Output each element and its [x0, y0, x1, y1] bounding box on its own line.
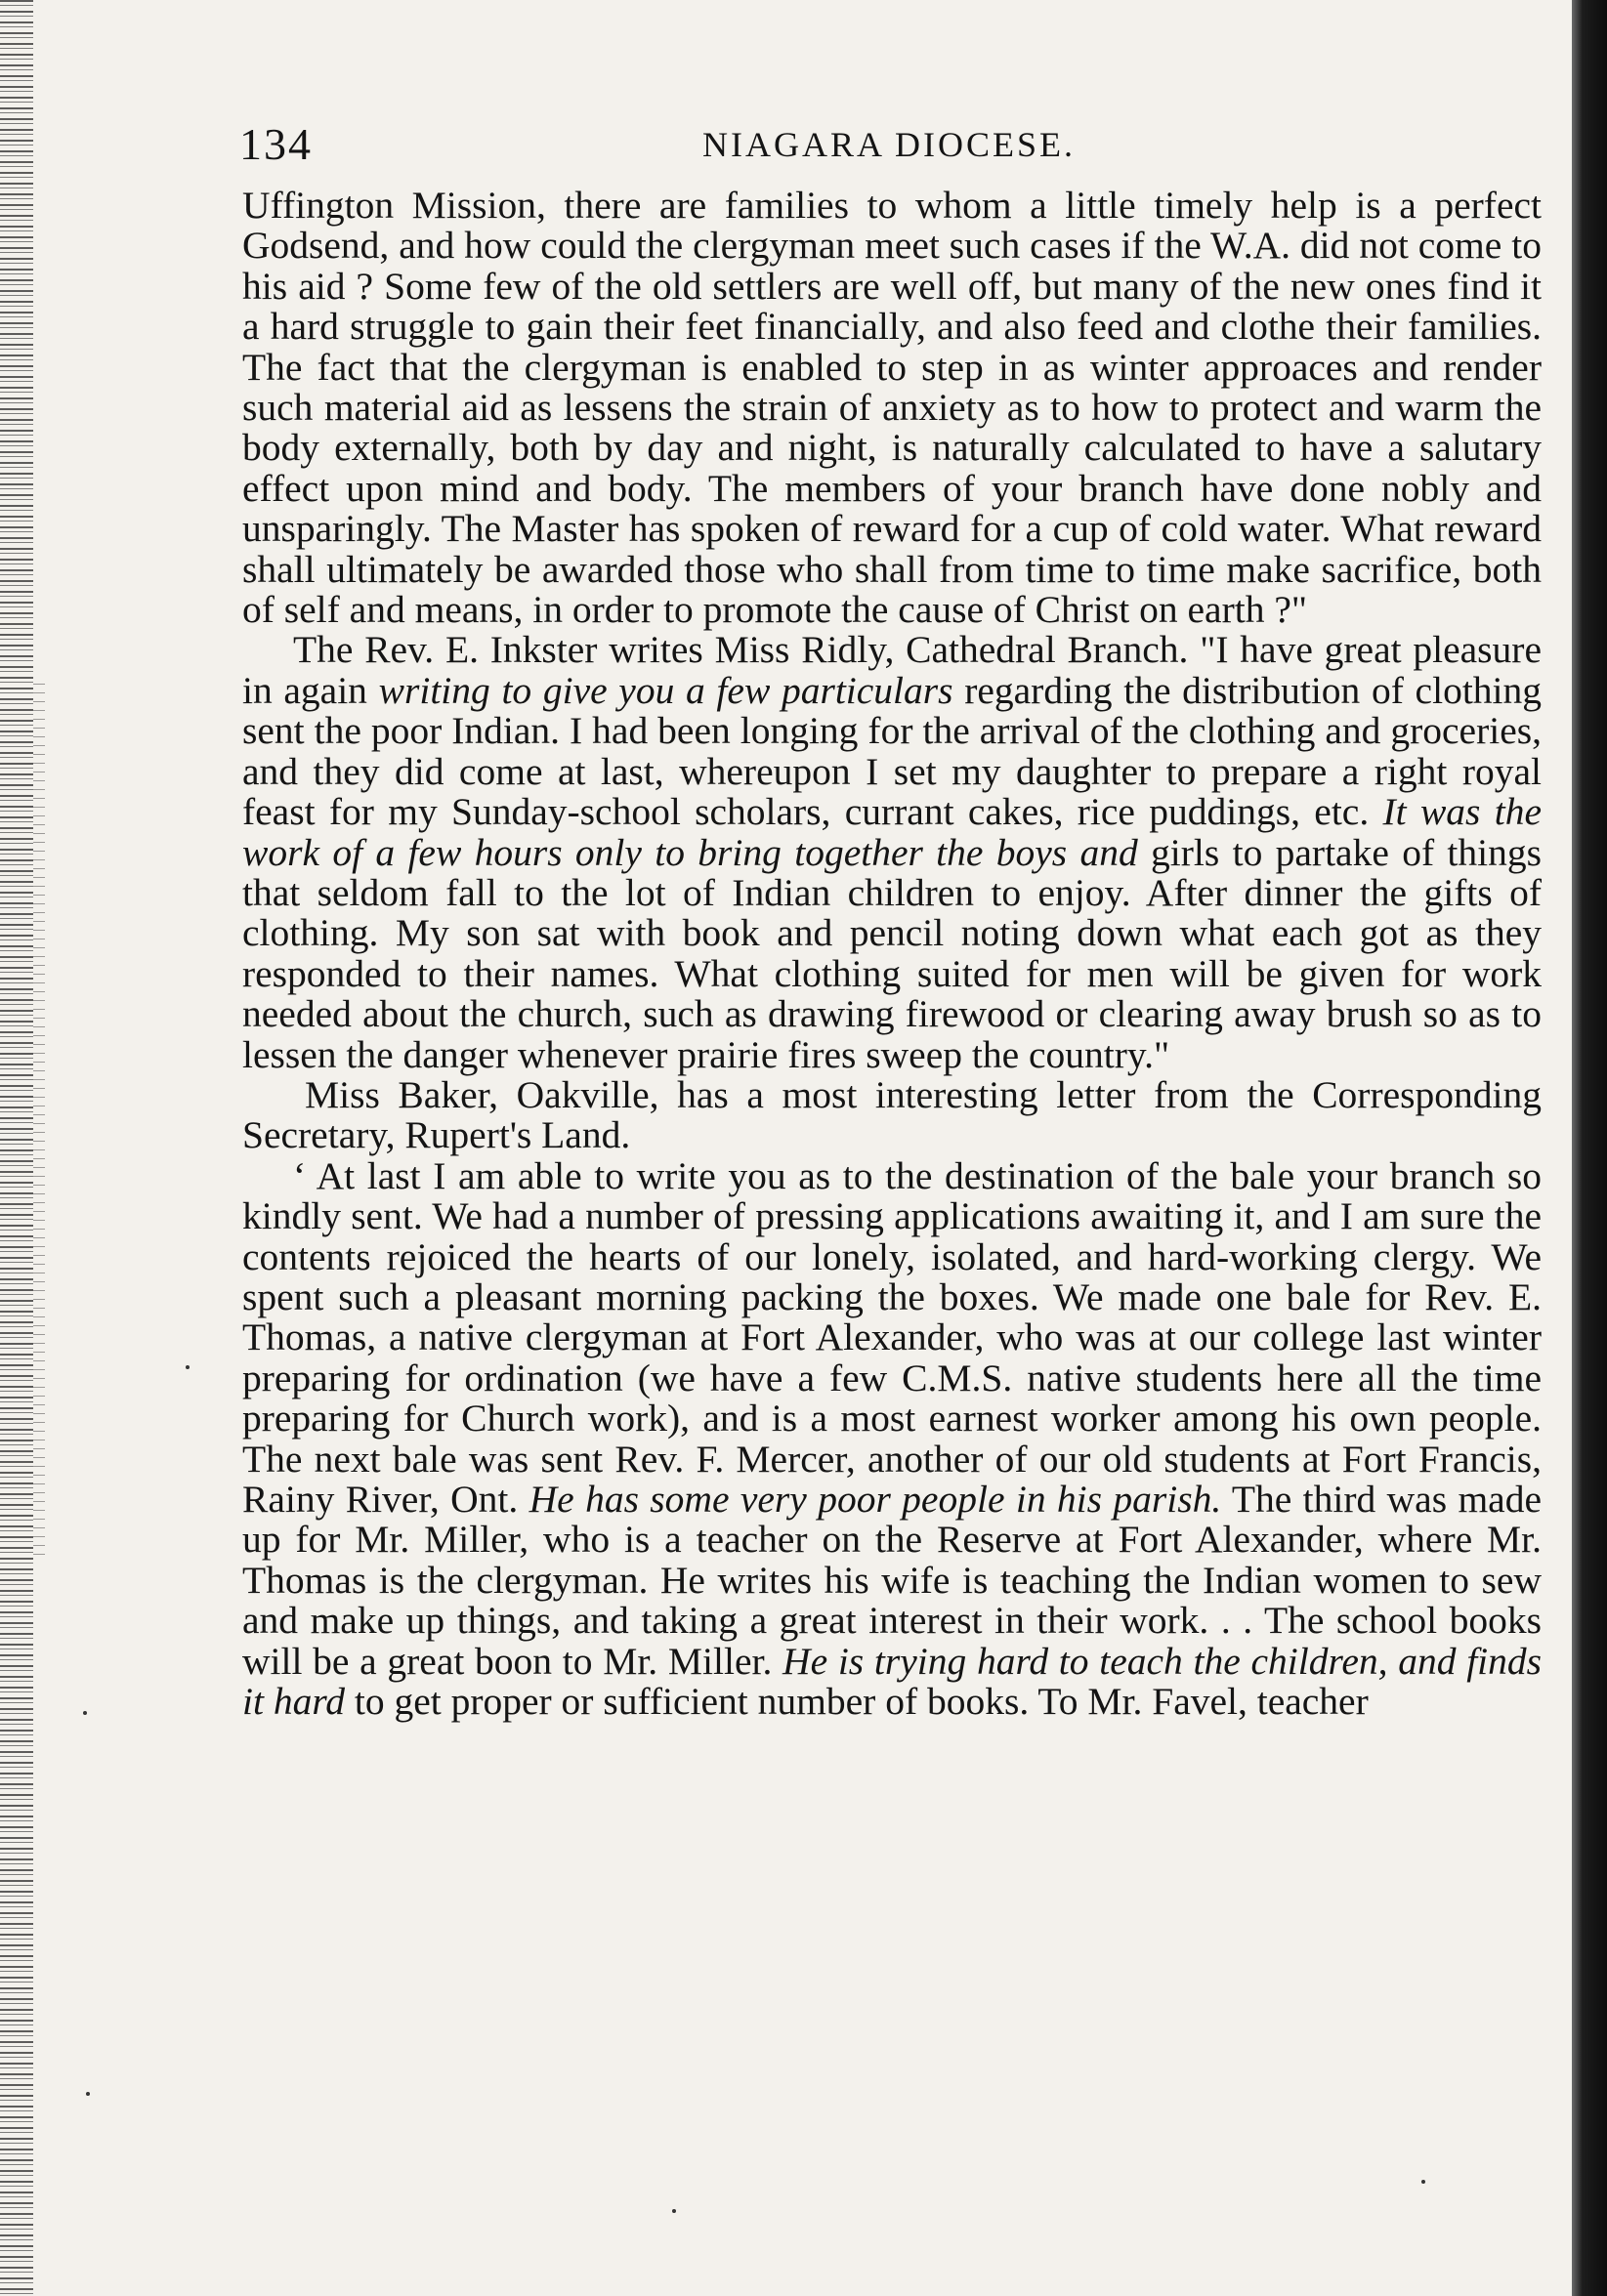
scan-speck: [186, 1365, 190, 1369]
page-number: 134: [239, 119, 313, 169]
text-span: regarding the distribution of clothing sent the poor Indian. I had been longing for the arrival of the clothing and groceries, and they did come at last, whereupon I set my daughter to prepare a right royal feast for my Sunday-school scholars, currant cakes, rice puddings, etc.: [242, 668, 1543, 834]
scan-speck: [83, 1711, 87, 1715]
text-span: The third was made up for Mr. Miller, who is a teacher on the Reserve at Fort Alexander, where Mr. Thomas is the clergyman. He writes his wife is teaching the Indian women to sew and make up things, and taking a great interest in their work. . . The school books will be a great boon to Mr. Miller.: [242, 1478, 1542, 1683]
text-span: girls to partake of things that seldom fall to the lot of Indian children to enjoy. After dinner the gifts of clothing. My son sat with book and pencil noting down what each got as they responded to their names. What clothing suited for men will be given for work needed about the church, such as drawing firewood or clearing away brush so as to lessen the danger whenever prairie fires sweep the country.": [242, 830, 1542, 1076]
italic-span: writing to give you a few particulars: [378, 668, 953, 712]
running-title: NIAGARA DIOCESE.: [701, 125, 1076, 164]
left-binding-marks: [33, 684, 45, 1563]
italic-span: It was the work of a few hours only to bring together the boys and: [242, 790, 1542, 874]
paragraph-baker: Miss Baker, Oakville, has a most interesting letter from the Corresponding Secretary, Rupert's Land.: [242, 1072, 1542, 1157]
text-span: The Rev. E. Inkster writes Miss Ridly, Cathedral Branch. "I have great pleasure in again: [242, 628, 1542, 712]
italic-span: He is trying hard to teach the children, and finds it hard: [242, 1639, 1543, 1724]
paragraph-inkster: [242, 630, 1542, 1074]
paragraph-ruperts-land-letter: [242, 1153, 1543, 1724]
body-text: [242, 186, 1542, 1722]
scan-speck: [86, 2092, 90, 2096]
left-binding-edge: [0, 0, 33, 2296]
page-header: [239, 115, 1539, 174]
scan-speck: [672, 2209, 676, 2213]
italic-span: He has some very poor people in his parish.: [529, 1478, 1222, 1521]
text-span: ‘ At last I am able to write you as to the destination of the bale your branch so kindly sent. We had a number of pressing applications awaiting it, and I am sure the contents rejoiced the hearts of our lonely, isolated, and hard-working clergy. We spent such a pleasant morning packing the boxes. We made one bale for Rev. E. Thomas, a native clergyman at Fort Alexander, who was at our college last winter preparing for ordination (we have a few C.M.S. native students here all the time preparing for Church work), and is a most earnest worker among his own people. The next bale was sent Rev. F. Mercer, another of our old students at Fort Francis, Rainy River, Ont.: [242, 1153, 1542, 1521]
text-span: to get proper or sufficient number of books. To Mr. Favel, teacher: [344, 1680, 1369, 1724]
scan-speck: [1421, 2180, 1425, 2184]
right-binding-edge: [1572, 0, 1607, 2296]
paragraph-uffington: Uffington Mission, there are families to whom a little timely help is a perfect Godsend, and how could the clergyman meet such cases if the W.A. did not come to his aid ? Some few of the old settlers are well off, but many of the new ones find it a hard struggle to gain their feet financially, and also feed and clothe their families. The fact that the clergyman is enabled to step in as winter approaces and render such material aid as lessens the strain of anxiety as to how to protect and warm the body externally, both by day and night, is naturally calculated to have a salutary effect upon mind and body. The members of your branch have done nobly and unsparingly. The Master has spoken of reward for a cup of cold water. What reward shall ultimately be awarded those who shall from time to time make sacrifice, both of self and means, in order to promote the cause of Christ on earth ?": [242, 184, 1542, 632]
